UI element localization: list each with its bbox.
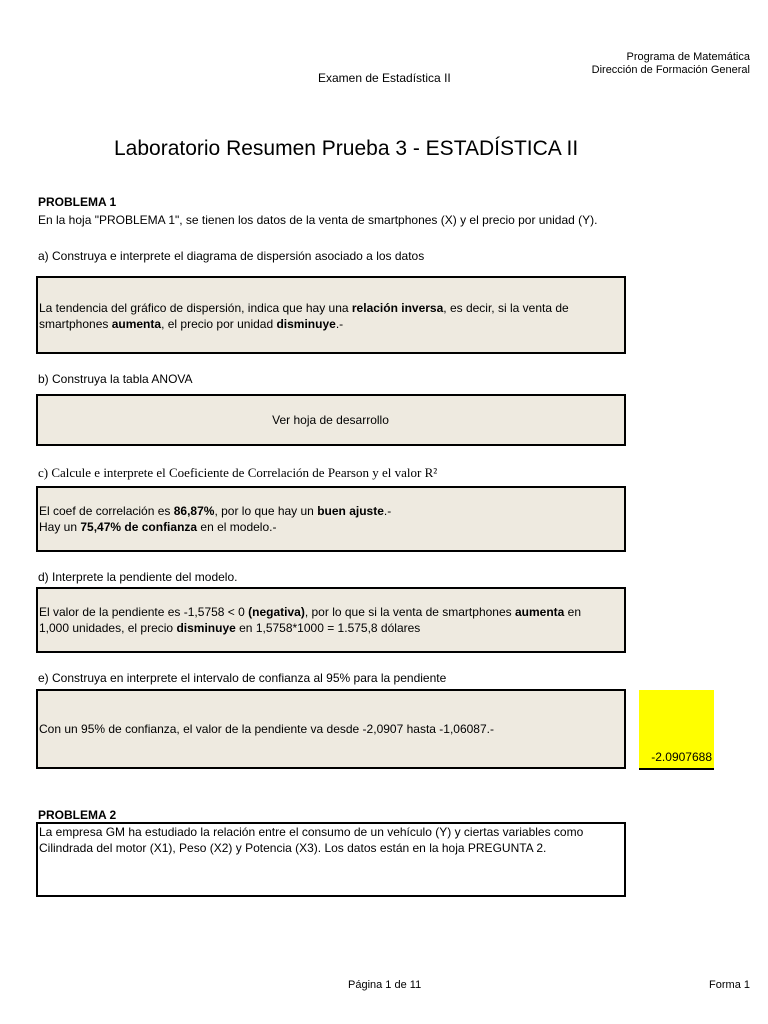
answer-d-line2: 1,000 unidades, el precio disminuye en 1,5758*1000 = 1.575,8 dólares <box>39 621 421 635</box>
question-c: c) Calcule e interprete el Coeficiente de Correlación de Pearson y el valor R² <box>38 465 438 480</box>
problem1-intro: En la hoja "PROBLEMA 1", se tienen los datos de la venta de smartphones (X) y el precio por unidad (Y). <box>38 213 598 227</box>
question-a: a) Construya e interprete el diagrama de dispersión asociado a los datos <box>38 249 425 263</box>
answer-b-box <box>36 394 626 446</box>
answer-e-text: Con un 95% de confianza, el valor de la pendiente va desde -2,0907 hasta -1,06087.- <box>39 722 494 736</box>
answer-d-text <box>39 604 622 636</box>
answer-c-line2: Hay un 75,47% de confianza en el modelo.- <box>39 520 277 534</box>
answer-a-text <box>39 300 622 332</box>
answer-a-line1: La tendencia del gráfico de dispersión, indica que hay una relación inversa, es decir, si la venta de <box>39 301 569 315</box>
answer-d-box <box>36 587 626 653</box>
question-d: d) Interprete la pendiente del modelo. <box>38 570 238 584</box>
problem2-box <box>36 822 626 897</box>
problem2-text <box>39 824 622 856</box>
answer-a-line2: smartphones aumenta, el precio por unidad disminuye.- <box>39 317 344 331</box>
cell-underline <box>639 768 714 770</box>
answer-e-box <box>36 689 626 769</box>
answer-b-text: Ver hoja de desarrollo <box>272 413 389 427</box>
problem2-line1: La empresa GM ha estudiado la relación entre el consumo de un vehículo (Y) y ciertas variables como <box>39 825 584 839</box>
question-b: b) Construya la tabla ANOVA <box>38 372 193 386</box>
exam-name: Examen de Estadística II <box>318 71 451 85</box>
form-label: Forma 1 <box>709 979 750 991</box>
answer-c-text <box>39 503 622 535</box>
answer-c-box <box>36 486 626 552</box>
question-e: e) Construya en interprete el intervalo de confianza al 95% para la pendiente <box>38 671 447 685</box>
problem1-heading: PROBLEMA 1 <box>38 195 117 209</box>
direction-name: Dirección de Formación General <box>591 64 750 76</box>
highlighted-cell[interactable] <box>639 690 714 770</box>
program-name: Programa de Matemática <box>626 51 750 63</box>
highlighted-cell-value: -2.0907688 <box>651 750 712 764</box>
problem2-heading: PROBLEMA 2 <box>38 808 117 822</box>
header-right <box>592 51 750 77</box>
answer-a-box <box>36 276 626 354</box>
page-title: Laboratorio Resumen Prueba 3 - ESTADÍSTICA II <box>114 137 579 160</box>
page-number: Página 1 de 11 <box>348 979 422 991</box>
problem2-line2: Cilindrada del motor (X1), Peso (X2) y Potencia (X3). Los datos están en la hoja PREGUNTA 2. <box>39 841 547 855</box>
answer-c-line1: El coef de correlación es 86,87%, por lo que hay un buen ajuste.- <box>39 504 392 518</box>
answer-d-line1: El valor de la pendiente es -1,5758 < 0 (negativa), por lo que si la venta de smartphones aumenta en <box>39 605 582 619</box>
